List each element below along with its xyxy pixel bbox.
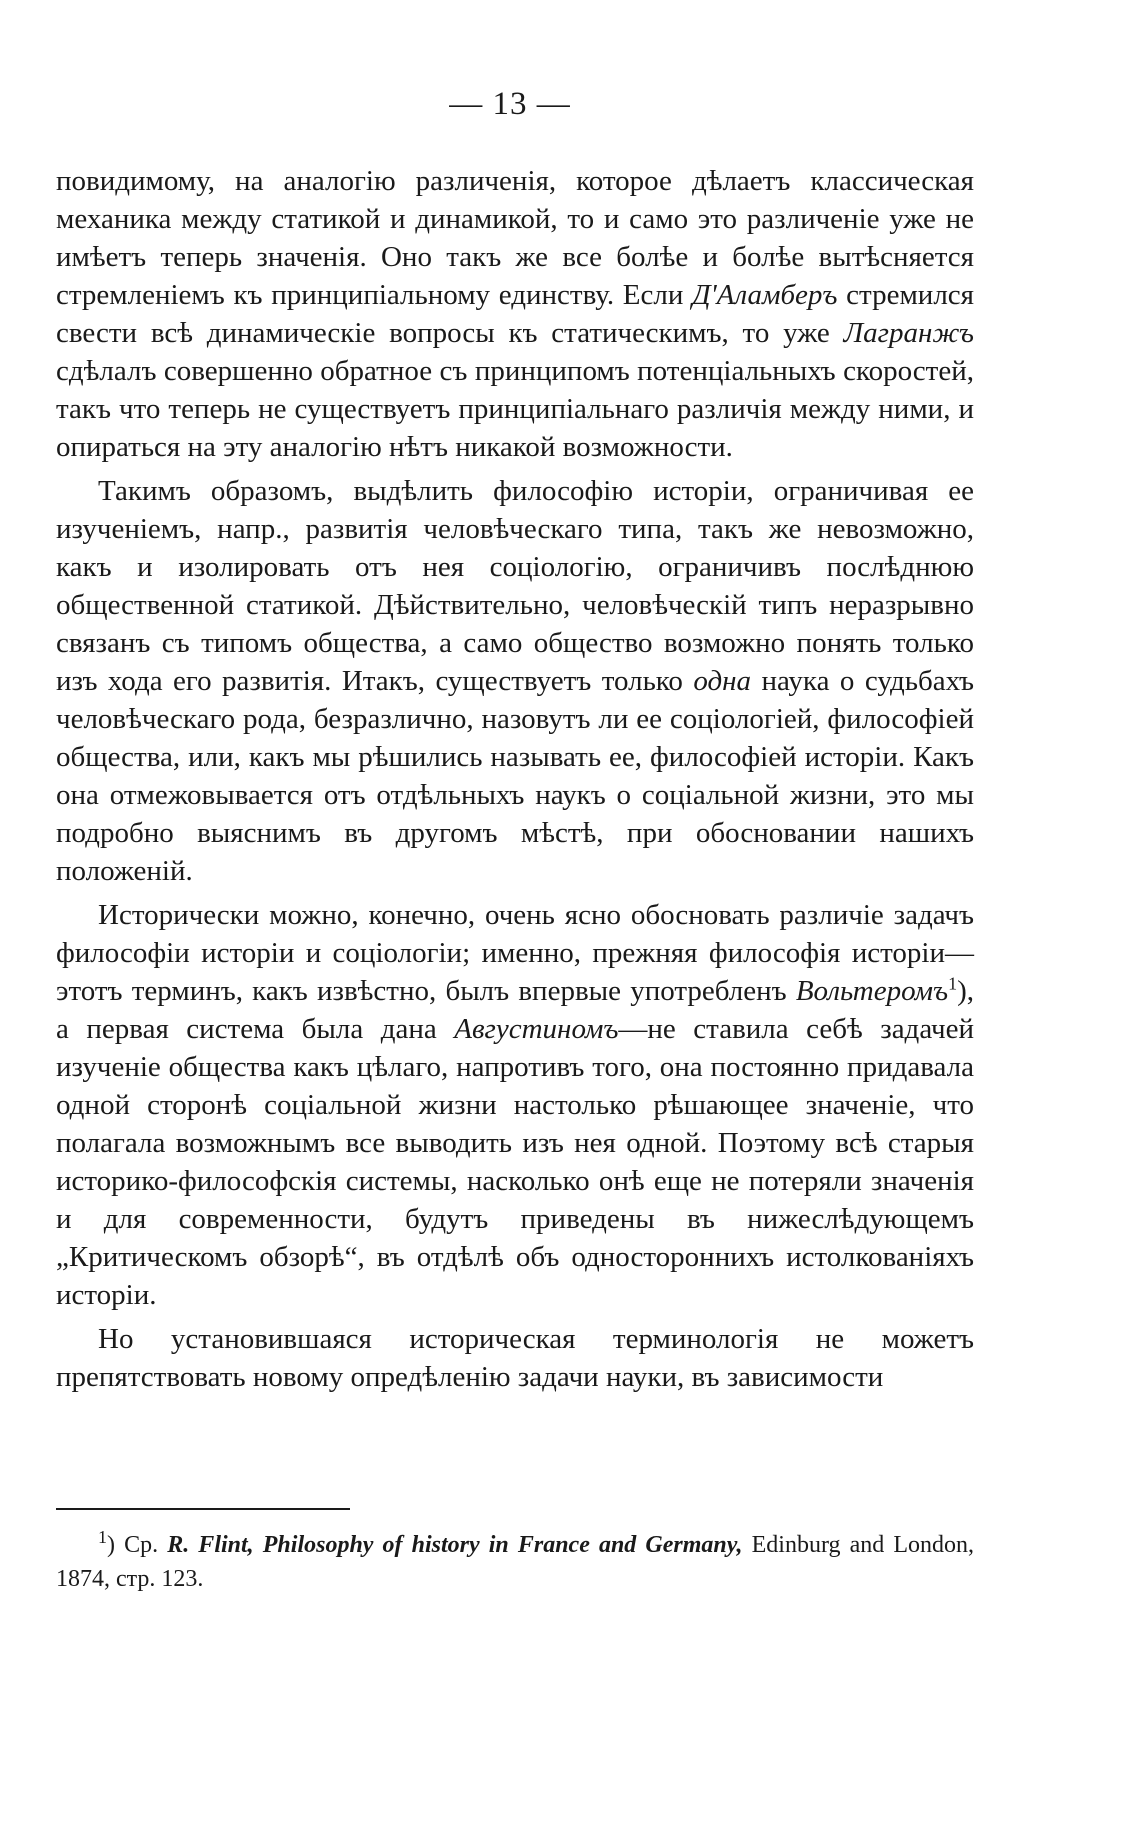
name-augustine: Августиномъ xyxy=(454,1013,619,1045)
body-text xyxy=(56,162,974,1402)
paragraph-1-text: сдѣлалъ совершенно обратное съ принципомъ потенціальныхъ скоростей, такъ что теперь не существуетъ принципіальнаго различія между ними, и опираться на эту аналогію нѣтъ никакой возможности. xyxy=(56,355,974,463)
paragraph-2-text: Такимъ образомъ, выдѣлить философію исторіи, ограничивая ее изученіемъ, напр., развитія человѣческаго типа, такъ же невозможно, какъ и изолировать отъ нея соціологію, ограничивъ послѣднюю общественной статикой. Дѣйствительно, человѣческій типъ неразрывно связанъ съ типомъ общества, а само общество возможно понять только изъ хода его развитія. Итакъ, существуетъ только xyxy=(56,475,974,697)
paragraph-1 xyxy=(56,162,974,466)
footnote xyxy=(56,1528,974,1596)
emphasis-odna: одна xyxy=(693,665,752,697)
paragraph-1-text: повидимому, на аналогію различенія, которое дѣлаетъ классическая механика между статикой и динамикой, то и само это различеніе уже не имѣетъ теперь значенія. Оно такъ же все болѣе и болѣе вытѣсняется стремленіемъ къ принципіальному единству. Если xyxy=(56,165,974,311)
paragraph-3-text: Исторически можно, конечно, очень ясно обосновать различіе задачъ философіи исторіи и соціологіи; именно, прежняя философія исторіи—этотъ терминъ, какъ извѣстно, былъ впервые употребленъ xyxy=(56,899,974,1007)
name-lagrange: Лагранжъ xyxy=(843,317,974,349)
paragraph-3 xyxy=(56,896,974,1314)
paragraph-4-text: Но установившаяся историческая терминологія не можетъ препятствовать новому опредѣленію задачи науки, въ зависимости xyxy=(56,1323,974,1393)
page-number: — 13 — xyxy=(449,86,571,122)
paragraph-4 xyxy=(56,1320,974,1396)
paragraph-2-text: наука о судьбахъ человѣческаго рода, безразлично, назовутъ ли ее соціологіей, философіей общества, или, какъ мы рѣшились называть ее, философіей исторіи. Какъ она отмежовывается отъ отдѣльныхъ наукъ о соціальной жизни, это мы подробно выяснимъ въ другомъ мѣстѣ, при обосновании нашихъ положеній. xyxy=(56,665,974,887)
paragraph-1-text: стремился свести всѣ динамическіе вопросы къ статическимъ, то уже xyxy=(56,279,975,349)
paragraph-3-text: —не ставила себѣ задачей изученіе общества какъ цѣлаго, напротивъ того, она постоянно придавала одной сторонѣ соціальной жизни настолько рѣшающее значеніе, что полагала возможнымъ все выводить изъ нея одной. Поэтому всѣ старыя историко-философскія системы, насколько онѣ еще не потеряли значенія и для современности, будутъ приведены въ нижеслѣдующемъ „Критическомъ обзорѣ“, въ отдѣлѣ объ одностороннихъ истолкованіяхъ исторіи. xyxy=(56,1013,975,1311)
footnote-marker: 1 xyxy=(98,1527,107,1547)
footnote-text: Edinburg and London, 1874, стр. 123. xyxy=(56,1532,975,1592)
footnote-ref-marker[interactable]: 1 xyxy=(948,973,958,994)
paragraph-2 xyxy=(56,472,974,890)
footnote-divider xyxy=(56,1508,350,1510)
footnote-text: ) Ср. xyxy=(107,1532,168,1558)
paragraph-3-text: ), а первая система была дана xyxy=(56,975,974,1045)
name-voltaire: Вольтеромъ xyxy=(795,975,949,1007)
footnote-citation-title: R. Flint, Philosophy of history in France and Germany, xyxy=(167,1532,743,1558)
name-dalembert: Д'Аламберъ xyxy=(692,279,838,311)
